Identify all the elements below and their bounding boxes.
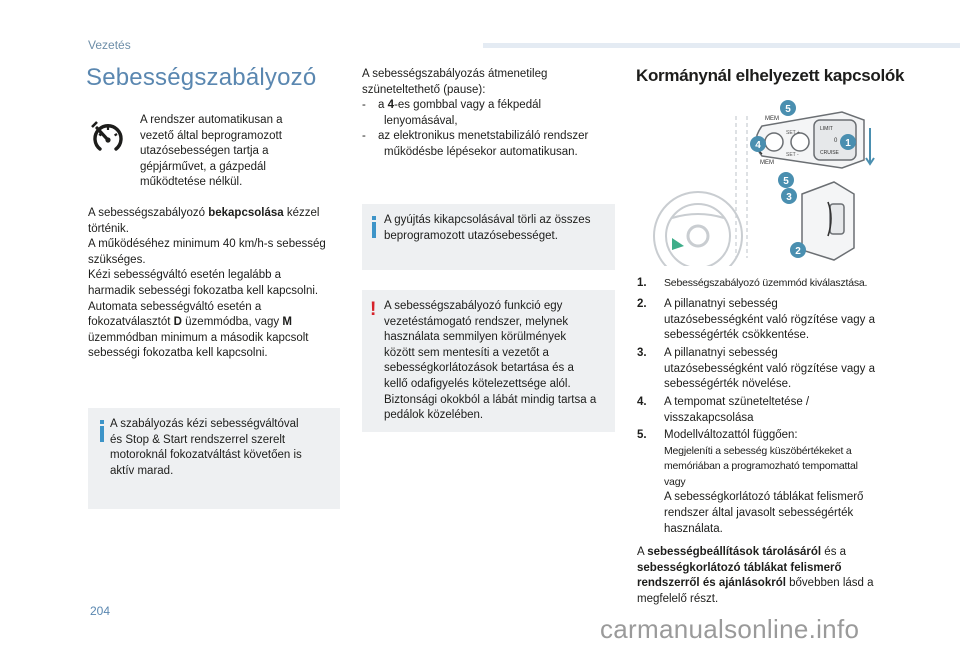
info-box-gearbox: A szabályozás kézi sebességváltóval és Stop & Start rendszerrel szerelt motoroknál fokozatváltást követően is aktív marad. — [88, 408, 340, 509]
list-item: 5. Modellváltozattól függően: Megjeleníti a sebesség küszöbértékeket a memóriában a programozható tempomattal vagy A sebességkorlátozó táblákat felismerő rendszer által javasolt sebességérték használata. — [637, 429, 864, 535]
info-box-ignition: A gyújtás kikapcsolásával törli az összes beprogramozott utazósebességet. — [362, 204, 615, 270]
footer-note: A sebességbeállítások tárolásáról és a sebességkorlátozó táblákat felismerő rendszerről és ajánlásokról bővebben lásd a megfelelő részt. — [637, 546, 874, 605]
intro-line: gépjárművet, a gázpedál — [140, 160, 266, 173]
callout-4 — [750, 136, 766, 152]
svg-text:5: 5 — [783, 176, 789, 187]
svg-text:4: 4 — [755, 140, 761, 151]
list-item: 1. Sebességszabályozó üzemmód kiválasztása. — [637, 277, 868, 289]
steering-lever-diagram — [652, 98, 892, 266]
lever-label: CRUISE — [820, 150, 839, 156]
callout-5-top — [780, 100, 796, 116]
lever-label: 0 — [834, 138, 838, 144]
lever-label: SET - — [786, 152, 799, 158]
callout-2 — [790, 242, 806, 258]
header-bar — [483, 43, 960, 48]
intro-text — [140, 113, 340, 191]
pause-item: - a 4-es gombbal vagy a fékpedál lenyomásával, — [362, 99, 542, 127]
svg-text:2: 2 — [795, 246, 801, 257]
list-item: 4. A tempomat szüneteltetése / visszakapcsolása — [637, 396, 810, 424]
svg-text:1: 1 — [845, 138, 851, 149]
pause-text: A sebességszabályozás átmenetileg szüneteltethető (pause): - a 4-es gombbal vagy a fékpedál lenyomásával, - az elektronikus menetstabilizáló rendszer működésbe lépésekor automatikusan. — [362, 67, 612, 161]
callout-5-bottom — [778, 172, 794, 188]
list-item: 3. A pillanatnyi sebesség utazósebességként való rögzítése vagy a sebességérték növelése. — [637, 347, 875, 391]
intro-line: A rendszer automatikusan a — [140, 114, 283, 126]
intro-line: vezető által beprogramozott — [140, 129, 282, 142]
intro-line: működtetése nélkül. — [140, 176, 243, 189]
page-number: 204 — [90, 604, 111, 618]
down-arrow-icon — [866, 128, 874, 164]
lever-label: MEM — [765, 116, 779, 122]
lever-label: SET + — [786, 130, 800, 136]
info-icon — [372, 222, 376, 238]
lever-label: MEM — [760, 160, 774, 166]
watermark: carmanualsonline.info — [600, 614, 860, 644]
svg-text:5: 5 — [785, 104, 791, 115]
warning-box: ! A sebességszabályozó funkció egy vezetéstámogató rendszer, melynek használata semmilyen körülmények között sem mentesíti a vezetőt a sebességkorlátozások betartása és a kellő odafigyelés kötelezettsége alól. Biztonsági okokból a lábát mindig tartsa a pedálok közelében. — [362, 290, 615, 432]
list-item: 2. A pillanatnyi sebesség utazósebességként való rögzítése vagy a sebességérték csökkentése. — [637, 298, 875, 342]
speed-lever — [802, 182, 854, 260]
lever-label: LIMIT — [820, 126, 833, 132]
warning-icon: ! — [370, 299, 377, 320]
lever-position-marker — [672, 238, 684, 250]
callout-1 — [840, 134, 856, 150]
callout-3 — [781, 188, 797, 204]
activation-text: A sebességszabályozó bekapcsolása kézzel történik. A működéséhez minimum 40 km/h-s sebesség szükséges. Kézi sebességváltó esetén legalább a harmadik sebességi fokozatba kell kapcsolni. Automata sebességváltó esetén a fokozatválasztót D üzemmódba, vagy M üzemmódban minimum a második kapcsolt sebességi fokozatba kell kapcsolni. — [88, 207, 326, 360]
info-icon — [100, 426, 104, 442]
section-header: Vezetés — [88, 38, 131, 52]
controls-heading: Kormánynál elhelyezett kapcsolók — [636, 66, 905, 85]
pause-item: - az elektronikus menetstabilizáló rendszer működésbe lépésekor automatikusan. — [362, 130, 589, 158]
intro-line: utazósebességen tartja a — [140, 145, 269, 158]
page-title: Sebességszabályozó — [86, 64, 317, 91]
speedometer-icon — [88, 117, 128, 157]
svg-text:3: 3 — [786, 192, 792, 203]
steering-wheel — [654, 192, 742, 266]
